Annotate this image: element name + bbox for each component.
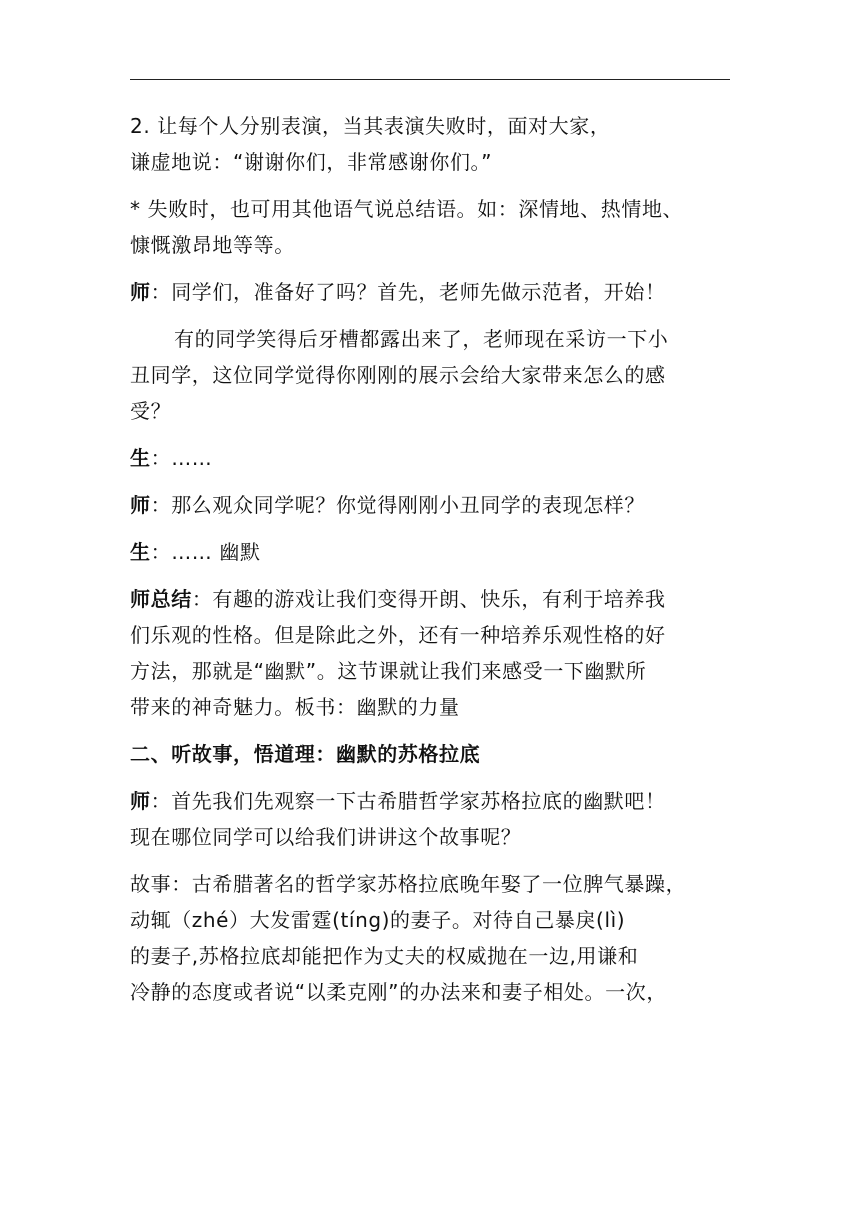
text-line: 带来的神奇魅力。板书：幽默的力量 — [130, 695, 460, 719]
document-body — [130, 108, 732, 1021]
text-line: 2. 让每个人分别表演，当其表演失败时，面对大家， — [130, 114, 611, 138]
dialogue-teacher-2 — [130, 487, 732, 523]
speaker-label: 师 — [130, 789, 151, 813]
text-line: 现在哪位同学可以给我们讲讲这个故事呢？ — [130, 825, 522, 849]
text-line: * 失败时，也可用其他语气说总结语。如：深情地、热情地、 — [130, 197, 684, 221]
dialogue-teacher-1 — [130, 274, 732, 310]
dialogue-text: ：那么观众同学呢？你觉得刚刚小丑同学的表现怎样？ — [150, 493, 646, 517]
story-paragraph — [130, 866, 732, 1010]
dialogue-text: ：…… 幽默 — [150, 540, 261, 564]
text-line — [130, 274, 732, 310]
speaker-label: 生 — [130, 540, 151, 564]
text-line — [130, 487, 732, 523]
text-line — [130, 783, 732, 819]
text-line — [130, 581, 732, 617]
text-line: 动辄（zhé）大发雷霆(tíng)的妻子。对待自己暴戾(lì) — [130, 908, 626, 932]
dialogue-text: ：同学们，准备好了吗？首先，老师先做示范者，开始！ — [150, 280, 666, 304]
speaker-label: 生 — [130, 446, 151, 470]
text-line — [130, 440, 732, 476]
text-line: 们乐观的性格。但是除此之外，还有一种培养乐观性格的好 — [130, 623, 666, 647]
paragraph-interview — [130, 321, 732, 429]
text-line: 慷慨激昂地等等。 — [130, 233, 295, 257]
text-line: 丑同学，这位同学觉得你刚刚的展示会给大家带来怎么的感 — [130, 363, 666, 387]
paragraph-2 — [130, 191, 732, 263]
speaker-label: 师 — [130, 493, 151, 517]
dialogue-student-2 — [130, 534, 732, 570]
section-heading: 二、听故事，悟道理：幽默的苏格拉底 — [130, 742, 481, 766]
dialogue-teacher-3 — [130, 783, 732, 855]
dialogue-text: ：有趣的游戏让我们变得开朗、快乐，有利于培养我 — [191, 587, 666, 611]
speaker-label: 师总结 — [130, 587, 192, 611]
text-line: 冷静的态度或者说“以柔克刚”的办法来和妻子相处。一次， — [130, 980, 667, 1004]
dialogue-text: ：首先我们先观察一下古希腊哲学家苏格拉底的幽默吧！ — [150, 789, 666, 813]
text-line: 方法，那就是“幽默”。这节课就让我们来感受一下幽默所 — [130, 659, 647, 683]
text-line: 有的同学笑得后牙槽都露出来了，老师现在采访一下小 — [174, 327, 669, 351]
text-line: 受？ — [130, 399, 172, 423]
dialogue-text: ：…… — [150, 446, 213, 470]
text-line — [130, 534, 732, 570]
dialogue-student-1 — [130, 440, 732, 476]
text-line: 故事：古希腊著名的哲学家苏格拉底晚年娶了一位脾气暴躁， — [130, 872, 687, 896]
paragraph-1 — [130, 108, 732, 180]
dialogue-teacher-summary — [130, 581, 732, 725]
header-rule — [130, 79, 730, 80]
text-line: 谦虚地说：“谢谢你们，非常感谢你们。” — [130, 150, 493, 174]
speaker-label: 师 — [130, 280, 151, 304]
text-line: 的妻子,苏格拉底却能把作为丈夫的权威抛在一边,用谦和 — [130, 944, 639, 968]
